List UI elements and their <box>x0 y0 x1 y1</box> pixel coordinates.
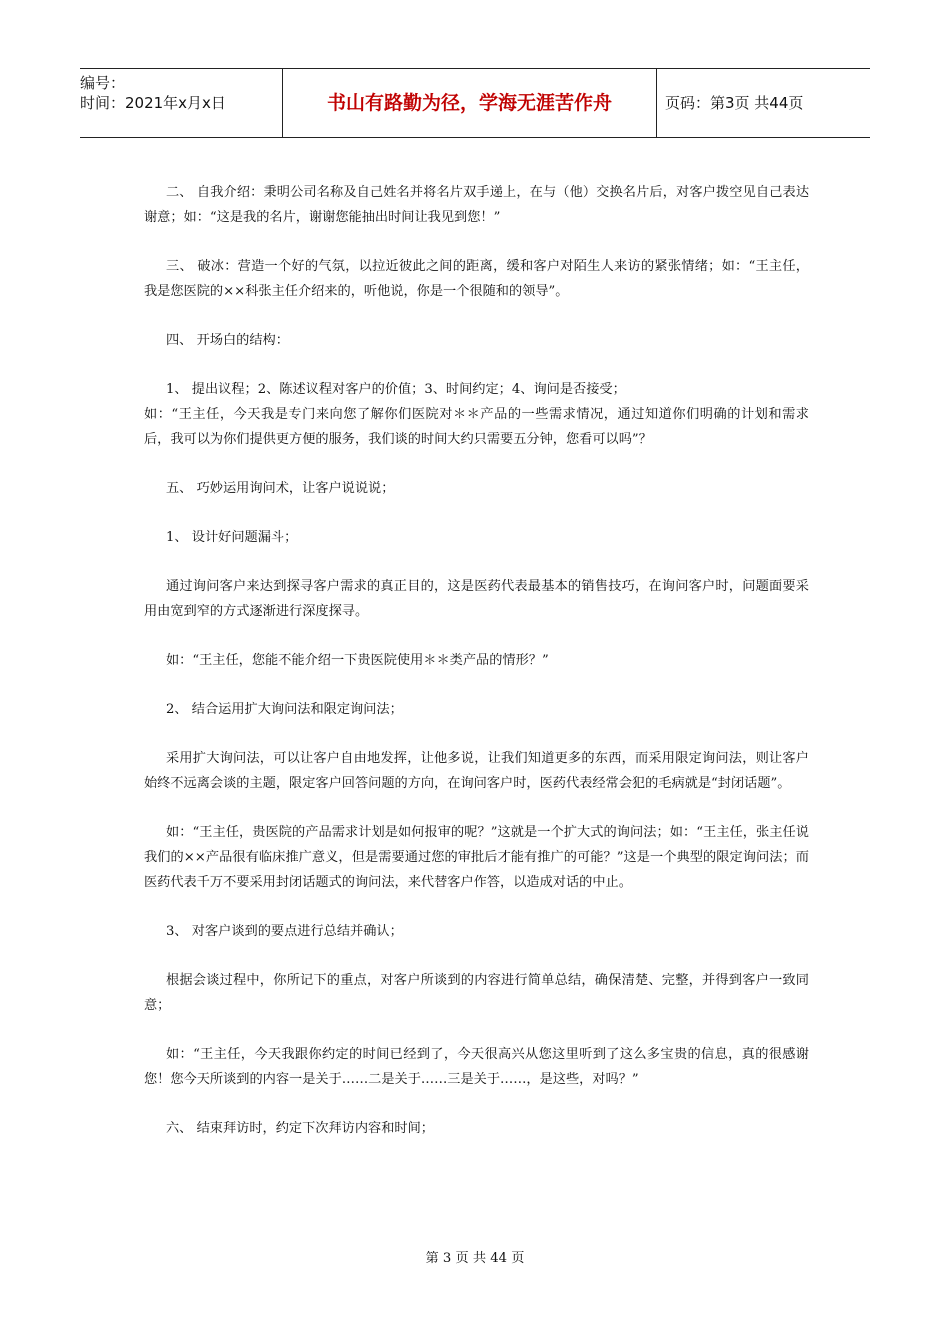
paragraph-question-funnel-body: 通过询问客户来达到探寻客户需求的真正目的，这是医药代表最基本的销售技巧，在询问客户时，问题面要采用由宽到窄的方式逐渐进行深度探寻。 <box>144 579 809 619</box>
page-footer: 第 3 页 共 44 页 <box>425 1251 525 1266</box>
paragraph-opening-steps: 1、 提出议程；2、陈述议程对客户的价值；3、时间约定；4、询问是否接受； <box>166 382 626 397</box>
header-info-cell <box>80 69 282 141</box>
page-header <box>80 68 870 138</box>
paragraph-summary-heading: 3、 对客户谈到的要点进行总结并确认； <box>166 924 403 939</box>
paragraph-open-closed-body: 采用扩大询问法，可以让客户自由地发挥，让他多说，让我们知道更多的东西，而采用限定询问法，则让客户始终不远离会谈的主题，限定客户回答问题的方向，在询问客户时，医药代表经常会犯的毛病就是“封闭话题”。 <box>144 751 809 791</box>
paragraph-icebreaker: 三、 破冰：营造一个好的气氛，以拉近彼此之间的距离，缓和客户对陌生人来访的紧张情绪；如：“王主任，我是您医院的××科张主任介绍来的，听他说，你是一个很随和的领导”。 <box>144 259 809 299</box>
paragraph-inquiry-heading: 五、 巧妙运用询问术，让客户说说说； <box>166 481 395 496</box>
document-time-label: 时间：2021年x月x日 <box>80 94 226 112</box>
paragraph-question-funnel-example: 如：“王主任，您能不能介绍一下贵医院使用＊＊类产品的情形？” <box>166 653 549 668</box>
document-body <box>144 180 809 1165</box>
paragraph-opening-structure-heading: 四、 开场白的结构： <box>166 333 289 348</box>
paragraph-summary-body: 根据会谈过程中，你所记下的重点，对客户所谈到的内容进行简单总结，确保清楚、完整，并得到客户一致同意； <box>144 973 809 1013</box>
paragraph-open-closed-example: 如：“王主任，贵医院的产品需求计划是如何报审的呢？”这就是一个扩大式的询问法；如：“王主任，张主任说我们的××产品很有临床推广意义，但是需要通过您的审批后才能有推广的可能？”这是一个典型的限定询问法；而医药代表千万不要采用封闭话题式的询问法，来代替客户作答，以造成对话的中止。 <box>144 825 809 890</box>
paragraph-open-closed-heading: 2、 结合运用扩大询问法和限定询问法； <box>166 702 403 717</box>
header-page-number: 页码：第3页 共44页 <box>665 94 804 112</box>
paragraph-question-funnel-heading: 1、 设计好问题漏斗； <box>166 530 298 545</box>
paragraph-summary-example: 如：“王主任，今天我跟你约定的时间已经到了，今天很高兴从您这里听到了这么多宝贵的信息，真的很感谢您！您今天所谈到的内容一是关于……二是关于……三是关于……，是这些，对吗？” <box>144 1047 809 1087</box>
paragraph-closing-heading: 六、 结束拜访时，约定下次拜访内容和时间； <box>166 1121 434 1136</box>
paragraph-opening-example: 如：“王主任，今天我是专门来向您了解你们医院对＊＊产品的一些需求情况，通过知道你们明确的计划和需求后，我可以为你们提供更方便的服务，我们谈的时间大约只需要五分钟，您看可以吗”？ <box>144 407 809 447</box>
header-motto: 书山有路勤为径，学海无涯苦作舟 <box>282 69 657 137</box>
paragraph-self-introduction: 二、 自我介绍：秉明公司名称及自己姓名并将名片双手递上，在与（他）交换名片后，对客户拨空见自己表达谢意；如：“这是我的名片，谢谢您能抽出时间让我见到您！” <box>144 185 809 225</box>
document-number-label: 编号： <box>80 74 126 92</box>
